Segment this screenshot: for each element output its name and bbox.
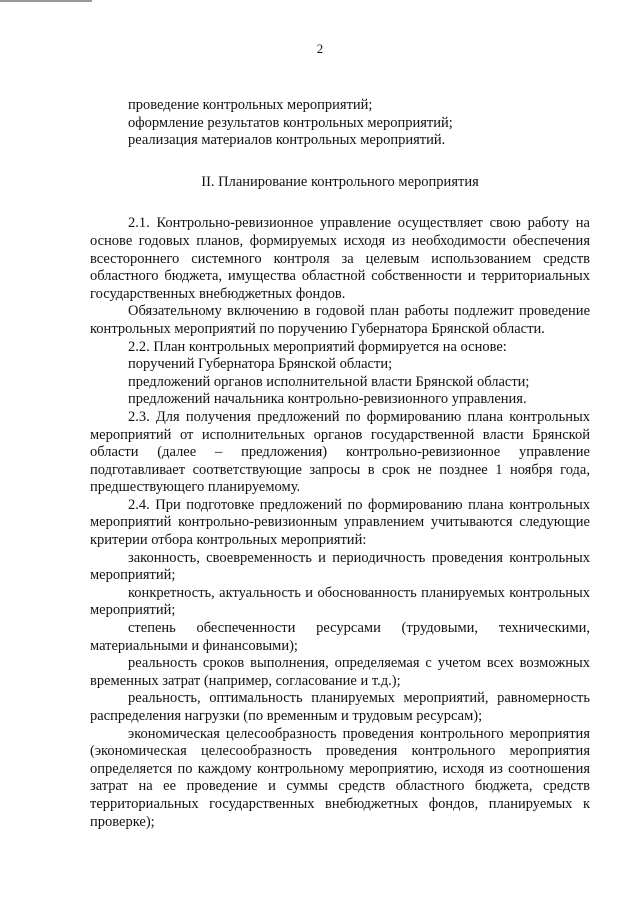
list-item: проведение контрольных мероприятий; [128, 97, 373, 113]
list-item: предложений органов исполнительной власти Брянской области; [128, 373, 530, 390]
document-body [90, 97, 590, 831]
list-item: реализация материалов контрольных мероприятий. [128, 132, 446, 149]
paragraph-2-2: 2.2. План контрольных мероприятий формируется на основе: [128, 338, 507, 355]
criterion-item: реальность сроков выполнения, определяемая с учетом всех возможных временных затрат (например, согласование и т.д.); [90, 655, 590, 689]
criterion-item: реальность, оптимальность планируемых мероприятий, равномерность распределения нагрузки (по временным и трудовым ресурсам); [90, 690, 590, 724]
paragraph-2-1: 2.1. Контрольно-ревизионное управление осуществляет свою работу на основе годовых планов, формируемых исходя из необходимости обеспечения всестороннего системного контроля за целевым использованием средств областного бюджета, имущества областной собственности и территориальных государственных внебюджетных фондов. [90, 215, 590, 302]
paragraph-2-3: 2.3. Для получения предложений по формированию плана контрольных мероприятий от исполнительных органов государственной власти Брянской области (далее – предложения) контрольно-ревизионное управление подготавливает соответствующие запросы в срок не позднее 1 ноября года, предшествующего планируемому. [90, 408, 590, 496]
paragraph-mandatory-inclusion: Обязательному включению в годовой план работы подлежит проведение контрольных мероприятий по поручению Губернатора Брянской области. [90, 303, 590, 337]
criterion-item: степень обеспеченности ресурсами (трудовыми, техническими, материальными и финансовыми); [90, 620, 590, 654]
list-item: предложений начальника контрольно-ревизионного управления. [128, 391, 527, 408]
section-title: II. Планирование контрольного мероприятия [201, 173, 479, 190]
list-item: оформление результатов контрольных мероприятий; [128, 114, 453, 131]
criterion-item: экономическая целесообразность проведения контрольного мероприятия (экономическая целесообразность проведения контрольного мероприятия определяется по каждому контрольному мероприятию, исходя из соотношения затрат на ее проведение и суммы средств областного бюджета, средств территориальных государственных внебюджетных фондов, планируемых к проверке); [90, 725, 590, 830]
scan-edge-mark [0, 0, 92, 2]
criterion-item: законность, своевременность и периодичность проведения контрольных мероприятий; [90, 549, 590, 584]
page-number: 2 [316, 41, 324, 56]
criterion-item: конкретность, актуальность и обоснованность планируемых контрольных мероприятий; [90, 584, 590, 619]
paragraph-2-4: 2.4. При подготовке предложений по формированию плана контрольных мероприятий контрольно-ревизионным управлением учитываются следующие критерии отбора контрольных мероприятий: [90, 496, 590, 549]
list-item: поручений Губернатора Брянской области; [128, 356, 393, 373]
